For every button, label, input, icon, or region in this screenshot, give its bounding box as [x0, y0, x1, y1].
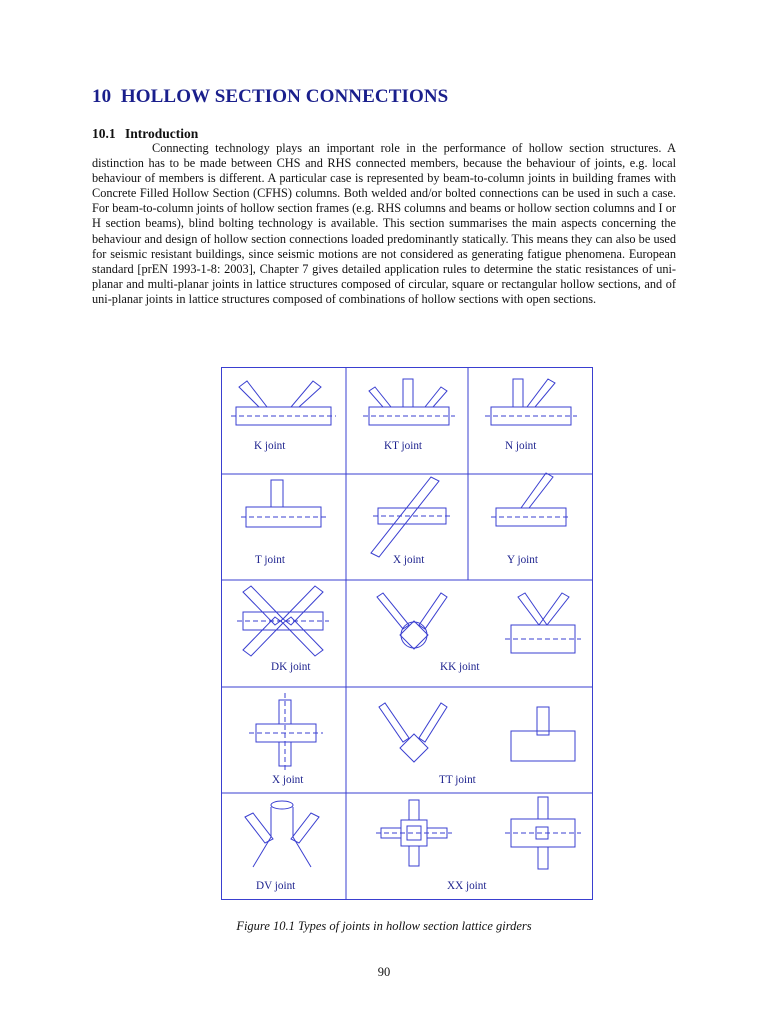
section-heading — [92, 126, 198, 142]
label-k-joint: K joint — [254, 440, 286, 452]
tt-joint-drawing — [379, 703, 575, 762]
figure-caption: Figure 10.1 Types of joints in hollow section lattice girders — [236, 919, 532, 933]
xx-joint-drawing — [376, 800, 452, 866]
joint-types-drawing — [221, 367, 593, 900]
k-joint-drawing — [231, 381, 336, 425]
n-joint-drawing — [485, 379, 577, 425]
label-x-joint: X joint — [393, 554, 425, 566]
xx-joint-side-drawing — [505, 797, 581, 869]
kk-joint-drawing — [377, 593, 447, 649]
label-dv-joint: DV joint — [256, 880, 296, 892]
y-joint-drawing — [491, 473, 571, 526]
label-x-joint-2: X joint — [272, 774, 304, 786]
kt-joint-drawing — [363, 379, 455, 425]
label-t-joint: T joint — [255, 554, 285, 566]
label-kt-joint: KT joint — [384, 440, 423, 452]
t-joint-drawing — [241, 480, 326, 527]
label-xx-joint: XX joint — [447, 880, 487, 892]
label-kk-joint: KK joint — [440, 661, 480, 673]
chapter-title — [92, 86, 448, 108]
joint-types-figure — [221, 367, 593, 900]
chapter-number: 10 — [92, 86, 112, 107]
x-joint-cross-drawing — [249, 693, 323, 772]
kk-joint-side-drawing — [505, 593, 581, 653]
x-joint-drawing — [371, 477, 451, 557]
label-n-joint: N joint — [505, 440, 537, 452]
label-dk-joint: DK joint — [271, 661, 311, 673]
label-tt-joint: TT joint — [439, 774, 476, 786]
label-y-joint: Y joint — [507, 554, 538, 566]
section-number: 10.1 — [92, 126, 116, 141]
body-paragraph: Connecting technology plays an important role in the performance of hollow section structures. A distinction has to be made between CHS and RHS connected members, because the behaviour of joints, e.g. local behaviour of members is different. A particular case is represented by beam-to-column joints in building frames with Concrete Filled Hollow Section (CFHS) columns. Both welded and/or bolted connections can be used in such a case. For beam-to-column joints of hollow section frames (e.g. RHS columns and beams or hollow section columns and I or H section beams), blind bolting technology is available. This section summarises the main aspects concerning the behaviour and design of hollow section connections loaded predominantly statically. This means they can also be used for seismic resistant buildings, since seismic motions are not considered as generating fatigue phenomena. European standard [prEN 1993-1-8: 2003], Chapter 7 gives detailed application rules to determine the static resistances of uni-planar and multi-planar joints in lattice structures composed of circular, square or rectangular hollow sections, and of uni-planar joints in lattice structures composed of combinations of hollow sections with open sections. — [92, 141, 676, 306]
dk-joint-drawing — [237, 586, 329, 656]
section-title-text: Introduction — [125, 126, 199, 141]
chapter-title-text: HOLLOW SECTION CONNECTIONS — [120, 86, 449, 107]
dv-joint-drawing — [245, 801, 319, 867]
page-number: 90 — [377, 965, 391, 979]
